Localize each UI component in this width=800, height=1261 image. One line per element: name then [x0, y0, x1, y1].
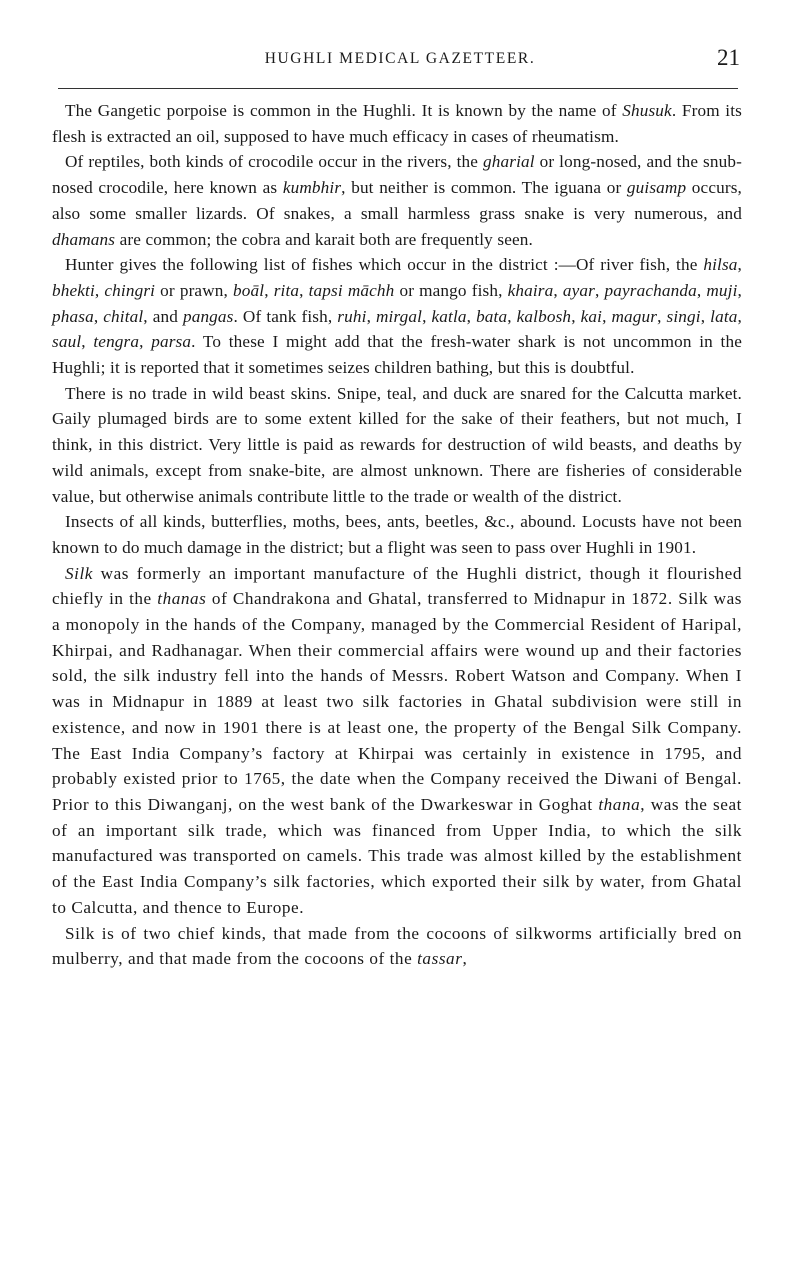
italic-term: chital: [103, 306, 144, 326]
text-run: ,: [81, 332, 94, 352]
text-run: . To these I might add that the fresh-water shark is not uncommon in the Hughli; it is reported that it sometimes seizes children bathing, but this is doubtful.: [52, 332, 742, 378]
paragraph-silk-kinds: [52, 921, 742, 972]
italic-term: magur: [611, 306, 658, 326]
text-run: ,: [366, 306, 376, 326]
body-text: [52, 98, 742, 972]
italic-term: boāl: [233, 280, 265, 300]
italic-term: muji: [706, 280, 738, 300]
italic-term: thanas: [157, 589, 207, 609]
text-run: The Gangetic porpoise is common in the Hughli. It is known by the name of: [65, 101, 623, 120]
italic-term: kumbhir: [282, 178, 342, 198]
text-run: ,: [139, 332, 152, 352]
italic-term: kalbosh: [516, 306, 572, 326]
paragraph-fishes: [52, 252, 742, 381]
text-run: ,: [737, 306, 742, 326]
page-number: 21: [717, 45, 740, 70]
italic-term: ruhi: [337, 306, 367, 326]
text-run: or prawn,: [155, 280, 234, 300]
italic-term: lata: [710, 306, 738, 326]
italic-term: Shusuk: [622, 101, 672, 120]
paragraph-reptiles: [52, 149, 742, 252]
text-run: , and: [143, 306, 183, 326]
text-run: Insects of all kinds, butterflies, moths, bees, ants, beetles, &c., abound. Locusts have not been known to do much damage in the district; but a flight was seen to pass over Hughli in 1901.: [52, 512, 742, 557]
text-run: , but neither is common. The iguana or: [341, 178, 627, 198]
text-run: of Chandrakona and Ghatal, transferred to Midnapur in 1872. Silk was a monopoly in the hands of the Company, managed by the Commercial Resident of Haripal, Khirpai, and Radhanagar. When their commercial affairs were wound up and their factories sold, the silk industry fell into the hands of Messrs. Robert Watson and Company. When I was in Midnapur in 1889 at least two silk factories in Ghatal subdivision were still in existence, and now in 1901 there is at least one, the property of the Bengal Silk Company. The East India Company’s factory at Khirpai was certainly in existence in 1795, and probably existed prior to 1765, the date when the Company received the Diwani of Bengal. Prior to this Diwanganj, on the west bank of the Dwarkeswar in Goghat: [52, 589, 742, 814]
text-run: ,: [462, 949, 468, 969]
text-run: ,: [657, 306, 667, 326]
running-head: [60, 45, 740, 74]
italic-term: phasa: [52, 306, 94, 326]
paragraph-porpoise: [52, 98, 742, 149]
italic-term: gharial: [483, 152, 535, 172]
italic-term: kai: [580, 306, 603, 326]
text-run: occurs, also some smaller lizards. Of snakes, a small harmless grass snake is very numerous, and: [52, 178, 743, 223]
text-run: ,: [737, 280, 742, 300]
text-run: ,: [602, 306, 612, 326]
text-run: ,: [93, 306, 104, 326]
text-run: Silk is of two chief kinds, that made from the cocoons of silkworms artificially bred on mulberry, and that made from the cocoons of the: [52, 923, 742, 969]
italic-term: tengra: [93, 332, 140, 352]
italic-term: tassar: [417, 949, 463, 969]
text-run: ,: [507, 306, 517, 326]
italic-term: bhekti: [52, 280, 95, 300]
text-run: . Of tank fish,: [233, 306, 338, 326]
italic-term: saul: [52, 332, 82, 352]
italic-term: rita: [273, 280, 300, 300]
running-title: HUGHLI MEDICAL GAZETTEER.: [264, 50, 536, 67]
text-run: ,: [696, 280, 707, 300]
header-rule: [58, 88, 738, 89]
italic-term: hilsa: [703, 255, 738, 275]
paragraph-insects: [52, 509, 742, 560]
text-run: or long-nosed, and the snub-nosed crocodile, here known as: [52, 152, 742, 198]
paragraph-trade: [52, 381, 742, 510]
text-run: ,: [700, 306, 711, 326]
text-run: There is no trade in wild beast skins. Snipe, teal, and duck are snared for the Calcutta market. Gaily plumaged birds are to some extent killed for the sake of their feathers, but not much, I think, in this district. Very little is paid as rewards for destruction of wild beasts, and deaths by wild animals, except from snake-bite, are almost unknown. There are fisheries of considerable value, but otherwise animals contribute little to the trade or wealth of the district.: [52, 383, 742, 506]
text-run: ,: [594, 280, 605, 300]
text-run: , was the seat of an important silk trade, which was financed from Upper India, to which the silk manufactured was transported on camels. This trade was almost killed by the establishment of the East India Company’s silk factories, which exported their silk by water, from Ghatal to Calcutta, and thence to Europe.: [52, 794, 742, 917]
text-run: ,: [299, 280, 309, 300]
text-run: ,: [737, 255, 742, 275]
text-run: are common; the cobra and karait both are frequently seen.: [115, 229, 533, 249]
italic-term: guisamp: [626, 178, 687, 198]
italic-term: tapsi māchh: [308, 280, 395, 300]
text-run: Hunter gives the following list of fishes which occur in the district :—Of river fish, the: [65, 255, 704, 275]
text-run: was formerly an important manufacture of the Hughli district, though it flourished chiefly in the: [52, 563, 742, 609]
text-run: or mango fish,: [394, 280, 508, 300]
text-run: ,: [571, 306, 581, 326]
text-run: ,: [422, 306, 432, 326]
text-run: Of reptiles, both kinds of crocodile occur in the rivers, the: [65, 152, 484, 172]
italic-term: payrachanda: [604, 280, 697, 300]
text-run: ,: [466, 306, 477, 326]
italic-term: ayar: [562, 280, 595, 300]
italic-term: parsa: [151, 332, 192, 352]
italic-term: bata: [476, 306, 508, 326]
italic-term: thana: [598, 794, 641, 814]
italic-term: Silk: [65, 563, 93, 583]
italic-term: khaira: [507, 280, 554, 300]
text-run: . From its flesh is extracted an oil, supposed to have much efficacy in cases of rheumatism.: [52, 101, 743, 146]
italic-term: dhamans: [52, 229, 116, 249]
text-run: ,: [94, 280, 105, 300]
paragraph-silk-history: [52, 561, 742, 921]
italic-term: mirgal: [375, 306, 423, 326]
text-run: ,: [264, 280, 274, 300]
italic-term: katla: [431, 306, 467, 326]
text-run: ,: [553, 280, 563, 300]
italic-term: pangas: [182, 306, 234, 326]
italic-term: chingri: [104, 280, 156, 300]
italic-term: singi: [666, 306, 701, 326]
